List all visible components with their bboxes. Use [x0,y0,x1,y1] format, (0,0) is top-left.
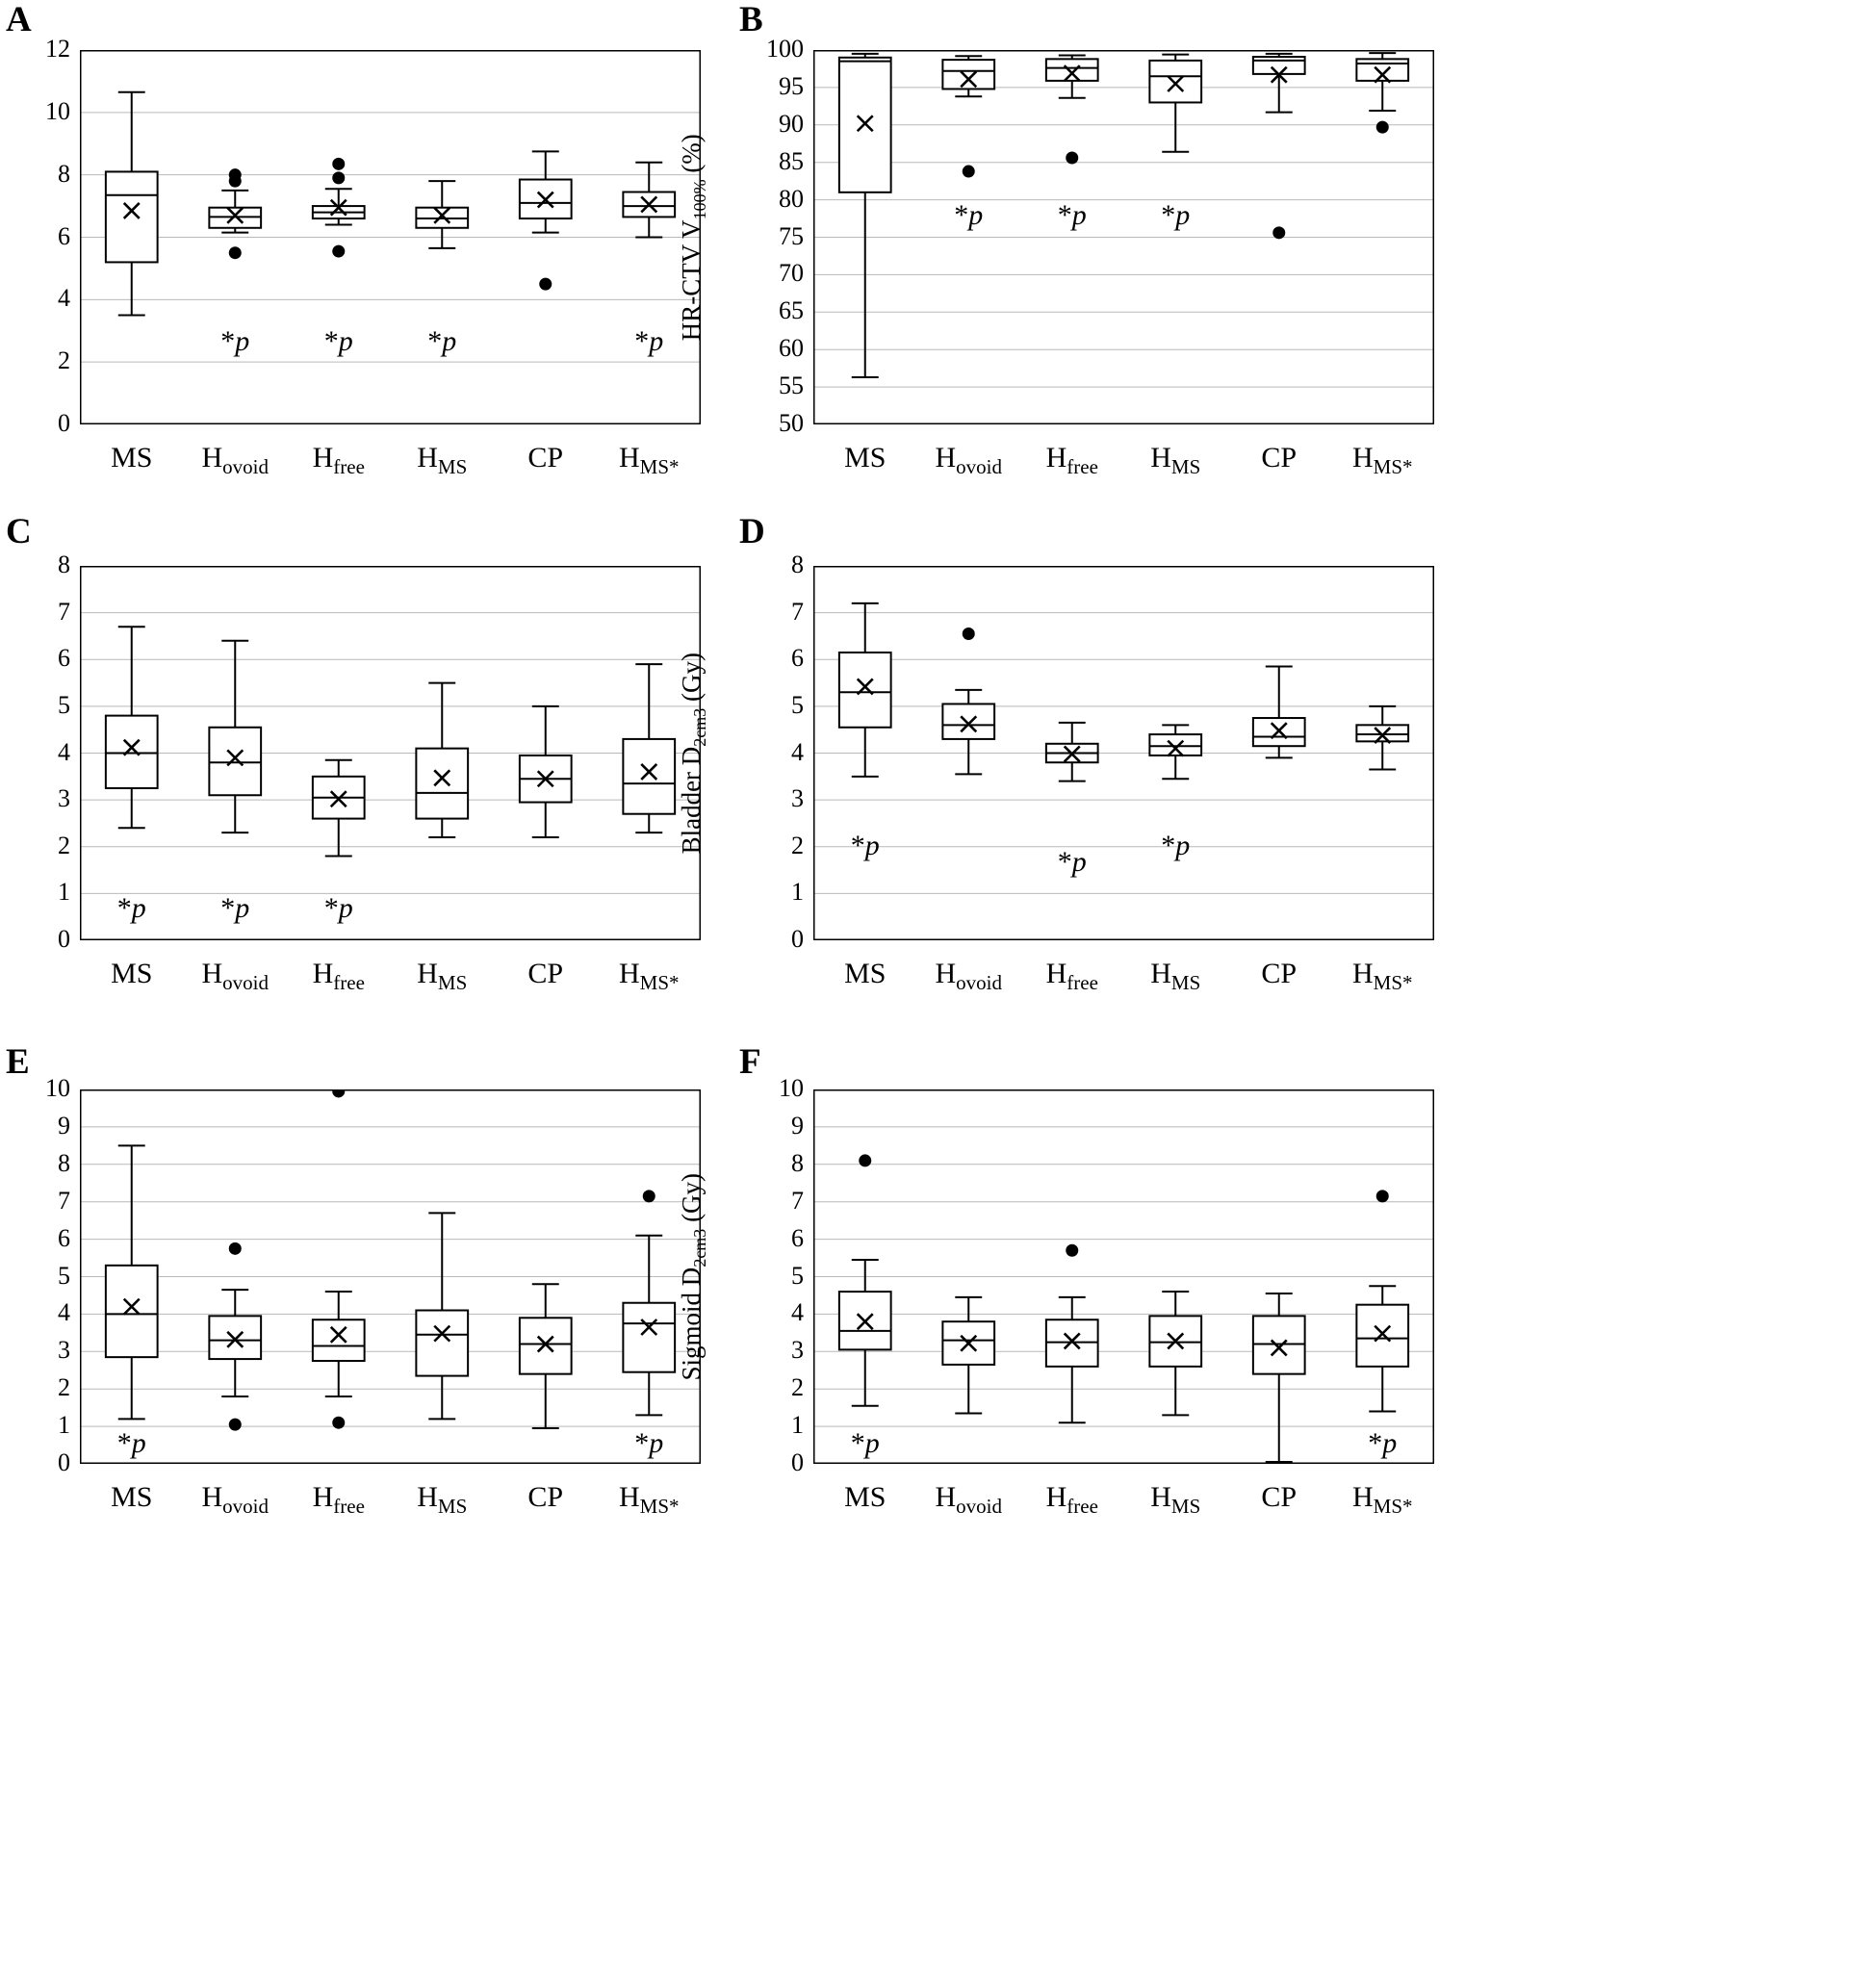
panel-letter-D: D [739,512,765,551]
boxplot-MS [106,1145,158,1419]
xtick-label-D-MS: MS [844,958,887,989]
ytick-label-C-6: 6 [58,644,70,673]
outlier-point [332,1089,345,1097]
ytick-label-C-7: 7 [58,597,70,626]
boxplot-H_MS [416,181,468,248]
outlier-point [1376,121,1389,134]
axis-label-y-F: Sigmoid $D_{2cm3}$ (Gy) [676,1172,709,1380]
boxplot-H_MS [416,1213,468,1419]
boxplot-H_ovoid [942,56,994,177]
boxplot-CP [1253,1293,1305,1462]
xtick-label-C-H_free: $H_{free}$ [312,958,365,994]
significance-mark-C-H_free: *p [323,891,353,924]
ytick-label-D-3: 3 [791,784,804,813]
plot-area-A [80,50,701,424]
ytick-label-B-85: 85 [779,146,804,175]
ytick-label-F-2: 2 [791,1373,804,1402]
significance-mark-A-H_free: *p [323,325,353,358]
xtick-label-A-H_MS*: $H_{MS*}$ [618,442,680,478]
significance-mark-D-MS: *p [850,830,880,862]
outlier-point [1066,1244,1078,1257]
significance-mark-D-H_MS: *p [1161,830,1191,862]
xtick-label-E-CP: CP [527,1481,564,1513]
box-iqr [623,1303,675,1372]
xtick-label-C-MS: MS [111,958,153,989]
plot-area-F [813,1089,1434,1464]
xtick-label-C-H_MS*: $H_{MS*}$ [618,958,680,994]
outlier-point [1272,226,1285,239]
boxplot-H_MS [1149,1292,1201,1415]
significance-mark-B-H_free: *p [1057,199,1087,232]
xtick-label-F-H_free: $H_{free}$ [1045,1481,1098,1518]
ytick-label-A-12: 12 [45,35,70,63]
boxplot-H_ovoid [942,627,994,774]
xtick-label-A-H_MS: $H_{MS}$ [417,442,468,478]
ytick-label-D-2: 2 [791,831,804,859]
boxplot-MS [839,1154,891,1405]
panel-letter-E: E [6,1042,30,1082]
boxplot-H_ovoid [209,1242,261,1431]
xtick-label-D-CP: CP [1261,958,1298,989]
xtick-label-A-H_ovoid: $H_{ovoid}$ [201,442,269,478]
outlier-point [332,1417,345,1429]
xtick-label-E-H_free: $H_{free}$ [312,1481,365,1518]
xtick-label-A-H_free: $H_{free}$ [312,442,365,478]
ytick-label-A-6: 6 [58,221,70,250]
boxplot-H_free [313,1089,365,1429]
boxplot-CP [1253,667,1305,758]
plot-area-E [80,1089,701,1464]
ytick-label-B-100: 100 [766,35,804,63]
ytick-label-C-5: 5 [58,690,70,719]
ytick-label-B-65: 65 [779,296,804,325]
xtick-label-F-H_MS: $H_{MS}$ [1150,1481,1201,1518]
boxplot-H_free [1046,723,1098,781]
ytick-label-B-70: 70 [779,259,804,288]
ytick-label-A-0: 0 [58,409,70,437]
boxplot-H_free [313,158,365,258]
boxplot-CP [520,151,572,290]
significance-mark-F-MS: *p [850,1427,880,1460]
xtick-label-D-H_ovoid: $H_{ovoid}$ [935,958,1002,994]
ytick-label-D-0: 0 [791,925,804,953]
ytick-label-E-9: 9 [58,1111,70,1140]
xtick-label-C-CP: CP [527,958,564,989]
ytick-label-E-5: 5 [58,1261,70,1290]
plot-area-B [813,50,1434,424]
outlier-point [229,1242,242,1255]
box-iqr [1046,59,1098,81]
significance-mark-A-H_ovoid: *p [220,325,250,358]
xtick-label-E-MS: MS [111,1481,153,1513]
xtick-label-D-H_MS*: $H_{MS*}$ [1351,958,1413,994]
ytick-label-A-10: 10 [45,96,70,125]
outlier-point [643,1190,655,1202]
ytick-label-F-7: 7 [791,1186,804,1215]
box-iqr [313,1319,365,1361]
ytick-label-D-5: 5 [791,690,804,719]
significance-mark-B-H_ovoid: *p [954,199,984,232]
axis-label-y-B: HR-CTV $V_{100\%}$ (%) [676,133,709,341]
ytick-label-A-4: 4 [58,284,70,313]
box-iqr [1149,61,1201,103]
boxplot-CP [520,1284,572,1428]
significance-mark-D-H_free: *p [1057,846,1087,879]
box-iqr [209,1316,261,1359]
ytick-label-F-5: 5 [791,1261,804,1290]
boxplot-H_ovoid [209,168,261,259]
ytick-label-D-7: 7 [791,597,804,626]
outlier-point [1376,1190,1389,1202]
box-iqr [1356,59,1408,81]
xtick-label-E-H_ovoid: $H_{ovoid}$ [201,1481,269,1518]
ytick-label-E-3: 3 [58,1336,70,1365]
ytick-label-D-4: 4 [791,737,804,766]
boxplot-H_MS* [623,664,675,832]
xtick-label-D-H_free: $H_{free}$ [1045,958,1098,994]
boxplot-H_MS* [623,163,675,238]
ytick-label-F-10: 10 [779,1074,804,1102]
box-iqr [623,739,675,814]
ytick-label-E-0: 0 [58,1448,70,1476]
xtick-label-B-MS: MS [844,442,887,474]
ytick-label-C-8: 8 [58,551,70,578]
xtick-label-E-H_MS*: $H_{MS*}$ [618,1481,680,1518]
box-iqr [1149,734,1201,756]
significance-mark-A-H_MS: *p [427,325,457,358]
ytick-label-C-2: 2 [58,831,70,859]
significance-mark-E-MS: *p [116,1427,146,1460]
ytick-label-D-1: 1 [791,878,804,907]
ytick-label-E-6: 6 [58,1223,70,1252]
box-iqr [1356,1305,1408,1367]
ytick-label-B-55: 55 [779,371,804,400]
ytick-label-C-1: 1 [58,878,70,907]
outlier-point [229,1419,242,1431]
outlier-point [963,627,975,640]
box-iqr [1356,725,1408,741]
plot-area-D [813,566,1434,940]
boxplot-H_free [1046,1244,1098,1422]
xtick-label-B-H_ovoid: $H_{ovoid}$ [935,442,1002,478]
ytick-label-B-60: 60 [779,334,804,363]
significance-mark-C-H_ovoid: *p [220,891,250,924]
box-iqr [416,1311,468,1376]
ytick-label-C-0: 0 [58,925,70,953]
ytick-label-D-6: 6 [791,644,804,673]
xtick-label-F-CP: CP [1261,1481,1298,1513]
box-iqr [209,728,261,796]
ytick-label-F-8: 8 [791,1148,804,1177]
box-iqr [942,704,994,738]
outlier-point [229,175,242,188]
ytick-label-F-1: 1 [791,1411,804,1440]
box-iqr [106,716,158,788]
boxplot-H_ovoid [209,641,261,832]
significance-mark-B-H_MS: *p [1161,199,1191,232]
ytick-label-C-3: 3 [58,784,70,813]
significance-mark-F-H_MS*: *p [1368,1427,1398,1460]
boxplot-CP [520,706,572,837]
ytick-label-E-4: 4 [58,1298,70,1327]
xtick-label-B-CP: CP [1261,442,1298,474]
ytick-label-A-8: 8 [58,159,70,188]
ytick-label-E-1: 1 [58,1411,70,1440]
boxplot-H_MS* [1356,53,1408,134]
panel-letter-C: C [6,512,32,551]
outlier-point [859,1154,871,1166]
boxplot-MS [839,54,891,377]
ytick-label-B-90: 90 [779,109,804,138]
outlier-point [332,245,345,258]
boxplot-H_MS* [1356,706,1408,770]
ytick-label-F-9: 9 [791,1111,804,1140]
box-iqr [942,60,994,89]
ytick-label-E-10: 10 [45,1074,70,1102]
box-iqr [106,171,158,262]
boxplot-H_MS [1149,55,1201,152]
box-iqr [520,1318,572,1373]
axis-label-y-D: Bladder $D_{2cm3}$ (Gy) [676,652,709,854]
boxplot-MS [839,603,891,777]
ytick-label-B-95: 95 [779,71,804,100]
xtick-label-B-H_free: $H_{free}$ [1045,442,1098,478]
boxplot-H_free [313,760,365,857]
outlier-point [539,278,552,291]
plot-area-C [80,566,701,940]
xtick-label-B-H_MS*: $H_{MS*}$ [1351,442,1413,478]
boxplot-H_MS* [623,1190,675,1415]
boxplot-MS [106,627,158,828]
xtick-label-F-MS: MS [844,1481,887,1513]
xtick-label-B-H_MS: $H_{MS}$ [1150,442,1201,478]
panel-letter-B: B [739,0,763,39]
boxplot-H_free [1046,55,1098,164]
boxplot-H_ovoid [942,1297,994,1414]
outlier-point [229,246,242,259]
ytick-label-F-4: 4 [791,1298,804,1327]
ytick-label-D-8: 8 [791,551,804,578]
boxplot-CP [1253,54,1305,239]
box-iqr [839,653,891,728]
outlier-point [1066,152,1078,165]
significance-mark-C-MS: *p [116,891,146,924]
ytick-label-C-4: 4 [58,737,70,766]
boxplot-H_MS [1149,725,1201,779]
ytick-label-A-2: 2 [58,346,70,375]
outlier-point [332,171,345,184]
significance-mark-E-H_MS*: *p [634,1427,664,1460]
ytick-label-B-75: 75 [779,221,804,250]
xtick-label-F-H_ovoid: $H_{ovoid}$ [935,1481,1002,1518]
xtick-label-A-MS: MS [111,442,153,474]
ytick-label-F-3: 3 [791,1336,804,1365]
xtick-label-C-H_MS: $H_{MS}$ [417,958,468,994]
ytick-label-E-2: 2 [58,1373,70,1402]
ytick-label-F-0: 0 [791,1448,804,1476]
ytick-label-B-80: 80 [779,184,804,213]
outlier-point [332,158,345,170]
ytick-label-E-8: 8 [58,1148,70,1177]
box-iqr [106,1266,158,1357]
outlier-point [963,166,975,178]
box-iqr [416,749,468,819]
panel-letter-A: A [6,0,32,39]
boxplot-MS [106,92,158,316]
panel-letter-F: F [739,1042,761,1082]
xtick-label-E-H_MS: $H_{MS}$ [417,1481,468,1518]
box-iqr [1253,57,1305,74]
boxplot-H_MS* [1356,1190,1408,1411]
ytick-label-F-6: 6 [791,1223,804,1252]
xtick-label-C-H_ovoid: $H_{ovoid}$ [201,958,269,994]
xtick-label-A-CP: CP [527,442,564,474]
ytick-label-E-7: 7 [58,1186,70,1215]
xtick-label-F-H_MS*: $H_{MS*}$ [1351,1481,1413,1518]
xtick-label-D-H_MS: $H_{MS}$ [1150,958,1201,994]
significance-mark-A-H_MS*: *p [634,325,664,358]
ytick-label-B-50: 50 [779,409,804,437]
